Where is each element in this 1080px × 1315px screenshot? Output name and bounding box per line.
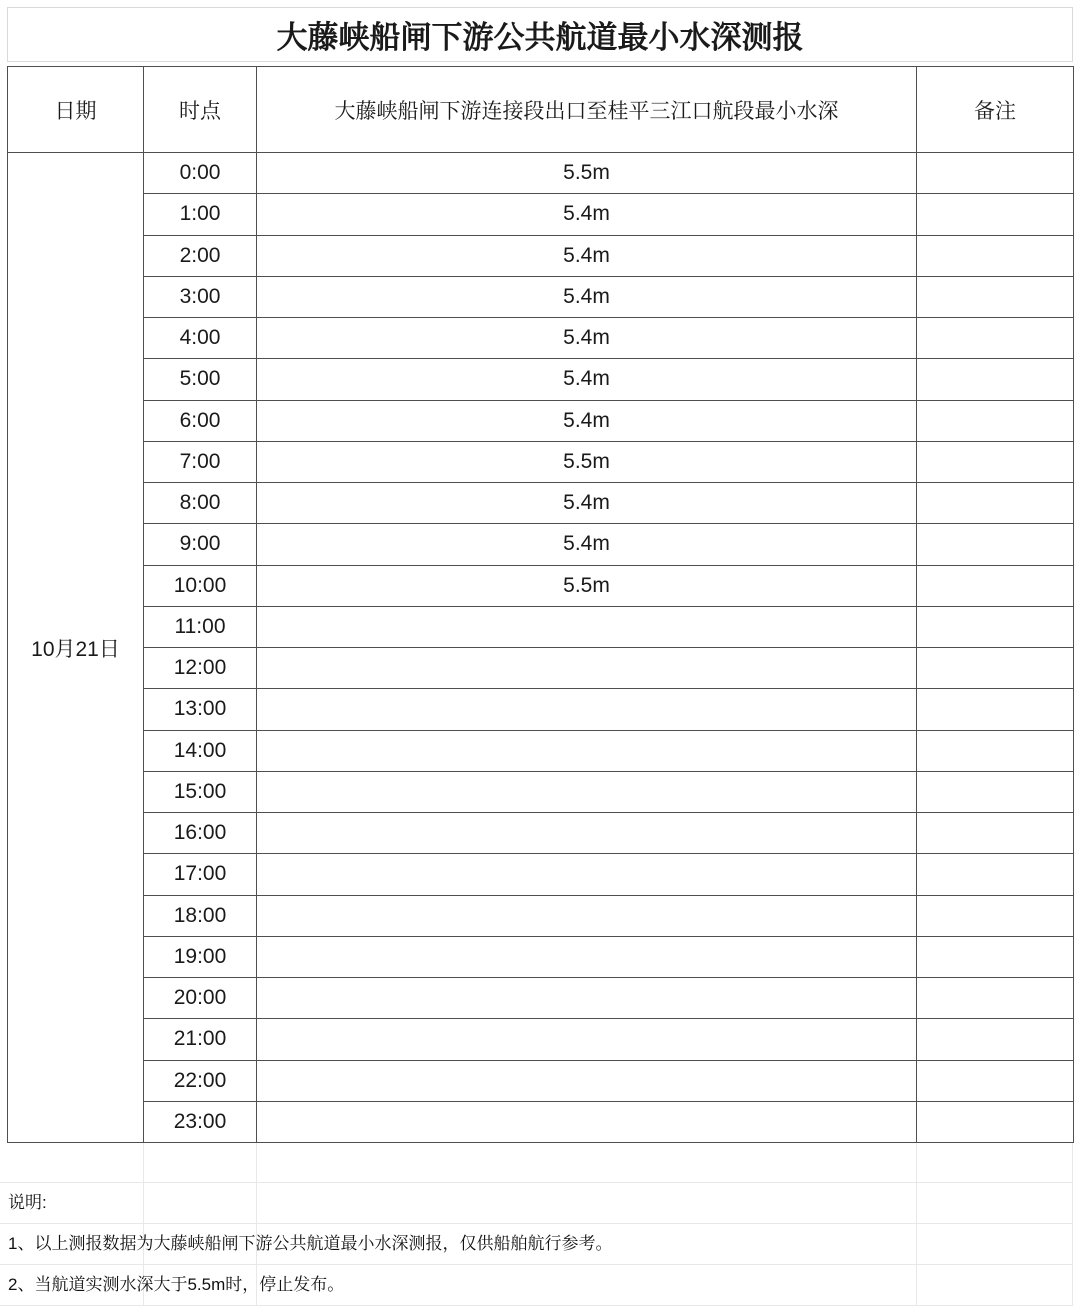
remark-cell	[917, 606, 1074, 647]
remark-cell	[917, 771, 1074, 812]
depth-cell	[257, 895, 917, 936]
depth-cell: 5.4m	[257, 235, 917, 276]
time-cell: 19:00	[144, 936, 257, 977]
remark-cell	[917, 730, 1074, 771]
time-cell: 7:00	[144, 441, 257, 482]
remark-cell	[917, 895, 1074, 936]
remark-cell	[917, 483, 1074, 524]
time-cell: 14:00	[144, 730, 257, 771]
remark-cell	[917, 524, 1074, 565]
table-row	[8, 936, 1074, 977]
table-row	[8, 730, 1074, 771]
depth-cell	[257, 978, 917, 1019]
time-cell: 1:00	[144, 194, 257, 235]
table-row	[8, 1101, 1074, 1142]
col-header-time: 时点	[144, 67, 257, 153]
time-cell: 5:00	[144, 359, 257, 400]
remark-cell	[917, 689, 1074, 730]
remark-cell	[917, 565, 1074, 606]
table-row	[8, 854, 1074, 895]
remark-cell	[917, 813, 1074, 854]
table-row	[8, 648, 1074, 689]
time-cell: 10:00	[144, 565, 257, 606]
remark-cell	[917, 854, 1074, 895]
depth-cell	[257, 936, 917, 977]
depth-cell	[257, 771, 917, 812]
depth-cell	[257, 854, 917, 895]
depth-cell	[257, 1060, 917, 1101]
depth-cell: 5.4m	[257, 318, 917, 359]
table-row	[8, 153, 1074, 194]
table-row	[8, 318, 1074, 359]
header-row	[8, 67, 1074, 153]
table-row	[8, 689, 1074, 730]
time-cell: 15:00	[144, 771, 257, 812]
table-row	[8, 771, 1074, 812]
note-item: 1、以上测报数据为大藤峡船闸下游公共航道最小水深测报，仅供船舶航行参考。	[8, 1234, 613, 1253]
depth-cell	[257, 689, 917, 730]
date-cell: 10月21日	[8, 153, 144, 1143]
table-row	[8, 276, 1074, 317]
depth-cell: 5.4m	[257, 359, 917, 400]
page-title: 大藤峡船闸下游公共航道最小水深测报	[276, 20, 804, 55]
table-row	[8, 1019, 1074, 1060]
table-row	[8, 194, 1074, 235]
table-row	[8, 813, 1074, 854]
remark-cell	[917, 276, 1074, 317]
time-cell: 20:00	[144, 978, 257, 1019]
depth-cell: 5.4m	[257, 194, 917, 235]
time-cell: 16:00	[144, 813, 257, 854]
remark-cell	[917, 359, 1074, 400]
table-row	[8, 524, 1074, 565]
table-row	[8, 978, 1074, 1019]
grid-line	[916, 1143, 917, 1306]
table-row	[8, 359, 1074, 400]
time-cell: 22:00	[144, 1060, 257, 1101]
remark-cell	[917, 1060, 1074, 1101]
time-cell: 9:00	[144, 524, 257, 565]
report-title-box	[7, 7, 1073, 62]
depth-cell: 5.5m	[257, 441, 917, 482]
time-cell: 18:00	[144, 895, 257, 936]
depth-cell	[257, 813, 917, 854]
time-cell: 17:00	[144, 854, 257, 895]
depth-cell: 5.5m	[257, 153, 917, 194]
remark-cell	[917, 235, 1074, 276]
time-cell: 12:00	[144, 648, 257, 689]
depth-cell	[257, 606, 917, 647]
grid-line	[1072, 1143, 1073, 1306]
remark-cell	[917, 1019, 1074, 1060]
remark-cell	[917, 648, 1074, 689]
table-row	[8, 483, 1074, 524]
table-row	[8, 895, 1074, 936]
note-item: 2、当航道实测水深大于5.5m时，停止发布。	[8, 1275, 345, 1294]
time-cell: 6:00	[144, 400, 257, 441]
table-row	[8, 1060, 1074, 1101]
time-cell: 11:00	[144, 606, 257, 647]
depth-cell	[257, 1019, 917, 1060]
time-cell: 8:00	[144, 483, 257, 524]
remark-cell	[917, 936, 1074, 977]
time-cell: 21:00	[144, 1019, 257, 1060]
remark-cell	[917, 400, 1074, 441]
table-body	[8, 153, 1074, 1143]
depth-cell: 5.5m	[257, 565, 917, 606]
table-row	[8, 606, 1074, 647]
depth-cell	[257, 730, 917, 771]
time-cell: 13:00	[144, 689, 257, 730]
grid-line	[0, 1182, 1073, 1183]
remark-cell	[917, 318, 1074, 359]
notes-label: 说明:	[8, 1193, 47, 1212]
col-header-remark: 备注	[917, 67, 1074, 153]
depth-cell: 5.4m	[257, 524, 917, 565]
depth-report-table	[7, 66, 1074, 1143]
time-cell: 23:00	[144, 1101, 257, 1142]
time-cell: 3:00	[144, 276, 257, 317]
depth-cell	[257, 1101, 917, 1142]
time-cell: 0:00	[144, 153, 257, 194]
time-cell: 4:00	[144, 318, 257, 359]
table-row	[8, 441, 1074, 482]
remark-cell	[917, 978, 1074, 1019]
depth-cell	[257, 648, 917, 689]
remark-cell	[917, 153, 1074, 194]
depth-cell: 5.4m	[257, 400, 917, 441]
table-row	[8, 565, 1074, 606]
notes-section	[0, 1143, 1080, 1307]
col-header-depth: 大藤峡船闸下游连接段出口至桂平三江口航段最小水深	[257, 67, 917, 153]
col-header-date: 日期	[8, 67, 144, 153]
table-row	[8, 400, 1074, 441]
table-row	[8, 235, 1074, 276]
depth-cell: 5.4m	[257, 483, 917, 524]
remark-cell	[917, 194, 1074, 235]
time-cell: 2:00	[144, 235, 257, 276]
remark-cell	[917, 1101, 1074, 1142]
depth-cell: 5.4m	[257, 276, 917, 317]
remark-cell	[917, 441, 1074, 482]
